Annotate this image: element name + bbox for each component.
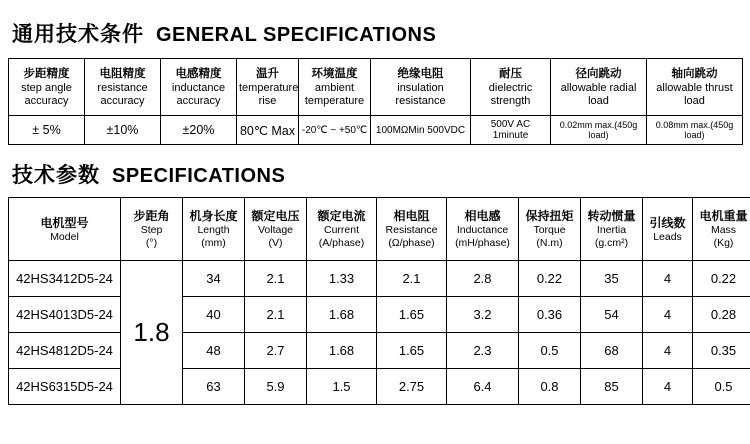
spec-cell-model: 42HS6315D5-24 — [9, 369, 121, 405]
general-header-row — [9, 59, 743, 116]
spec-header-unit: (Kg) — [713, 237, 734, 249]
general-value-cell: 100MΩMin 500VDC — [371, 116, 471, 145]
general-header-en: insulation resistance — [395, 81, 446, 107]
spec-cell-current: 1.5 — [307, 369, 377, 405]
spec-header-cn: 机身长度 — [189, 209, 238, 223]
general-header-cell — [647, 59, 743, 116]
spec-cell-torque: 0.8 — [519, 369, 581, 405]
spec-header-cell — [447, 198, 519, 261]
general-value-cell: -20℃ ~ +50℃ — [299, 116, 371, 145]
spec-cell-current: 1.68 — [307, 333, 377, 369]
general-value-cell: 0.08mm max.(450g load) — [647, 116, 743, 145]
specifications-table — [8, 197, 750, 405]
spec-cell-inertia: 54 — [581, 297, 643, 333]
spec-cell-mass: 0.5 — [693, 369, 750, 405]
general-header-cn: 步距精度 — [23, 67, 70, 80]
general-value-cell: 500V AC 1minute — [471, 116, 551, 145]
spec-header-cell — [9, 198, 121, 261]
spec-header-cell — [183, 198, 245, 261]
general-specifications-table — [8, 58, 743, 145]
general-header-cn: 径向跳动 — [575, 67, 622, 80]
spec-cell-torque: 0.22 — [519, 261, 581, 297]
spec-header-unit: (mm) — [201, 237, 226, 249]
spec-header-cn: 相电感 — [464, 209, 501, 223]
spec-cell-current: 1.68 — [307, 297, 377, 333]
spec-header-unit: (g.cm²) — [594, 237, 629, 249]
general-header-cell — [299, 59, 371, 116]
table-row — [9, 297, 750, 333]
general-title-en: GENERAL SPECIFICATIONS — [156, 24, 437, 46]
spec-header-cn: 保持扭矩 — [525, 209, 574, 223]
spec-cell-resistance: 1.65 — [377, 297, 447, 333]
spec-cell-mass: 0.28 — [693, 297, 750, 333]
spec-cell-length: 48 — [183, 333, 245, 369]
spec-header-en: Length — [197, 224, 230, 236]
spec-header-cell — [643, 198, 693, 261]
spec-header-en: Current — [323, 224, 359, 236]
spec-cell-model: 42HS4013D5-24 — [9, 297, 121, 333]
spec-cell-voltage: 2.1 — [245, 261, 307, 297]
general-value-cell: 80℃ Max — [237, 116, 299, 145]
general-header-cell — [85, 59, 161, 116]
spec-header-cell — [121, 198, 183, 261]
spec-header-cn: 电机重量 — [699, 209, 748, 223]
general-header-cell — [551, 59, 647, 116]
spec-header-cell — [245, 198, 307, 261]
general-header-en: dielectric strength — [488, 81, 533, 107]
spec-header-cell — [581, 198, 643, 261]
spec-cell-mass: 0.35 — [693, 333, 750, 369]
general-specifications-heading — [8, 0, 742, 58]
spec-cell-leads: 4 — [643, 369, 693, 405]
spec-header-en: Model — [50, 230, 79, 243]
general-value-cell: 0.02mm max.(450g load) — [551, 116, 647, 145]
general-header-en: ambient temperature — [304, 81, 365, 107]
general-header-cn: 耐压 — [499, 67, 522, 80]
general-header-cell — [371, 59, 471, 116]
spec-header-en: Inertia — [596, 224, 627, 236]
spec-cell-torque: 0.5 — [519, 333, 581, 369]
general-value-cell: ±10% — [85, 116, 161, 145]
spec-header-row — [9, 198, 750, 261]
spec-header-en: Step — [140, 224, 163, 236]
general-header-cn: 电阻精度 — [99, 67, 146, 80]
general-header-en: resistance accuracy — [97, 81, 148, 107]
general-header-cell — [471, 59, 551, 116]
spec-header-en: Resistance — [385, 224, 438, 236]
spec-cell-torque: 0.36 — [519, 297, 581, 333]
spec-header-en: Torque — [533, 224, 566, 236]
spec-title-cn: 技术参数 — [12, 164, 100, 187]
general-value-cell: ±20% — [161, 116, 237, 145]
spec-cell-resistance: 1.65 — [377, 333, 447, 369]
spec-header-cn: 额定电压 — [251, 209, 300, 223]
spec-header-cn: 额定电流 — [317, 209, 366, 223]
general-value-cell: ± 5% — [9, 116, 85, 145]
spec-title-en: SPECIFICATIONS — [112, 165, 286, 187]
spec-header-en: Mass — [710, 224, 737, 236]
general-header-cn: 环境温度 — [311, 67, 358, 80]
spec-cell-inductance: 6.4 — [447, 369, 519, 405]
spec-cell-model: 42HS3412D5-24 — [9, 261, 121, 297]
spec-cell-leads: 4 — [643, 333, 693, 369]
general-header-en: inductance accuracy — [171, 81, 226, 107]
table-row — [9, 333, 750, 369]
spec-cell-leads: 4 — [643, 297, 693, 333]
spec-cell-length: 40 — [183, 297, 245, 333]
spec-header-en: Leads — [653, 230, 682, 243]
general-header-en: allowable radial load — [560, 81, 637, 107]
general-header-cn: 轴向跳动 — [671, 67, 718, 80]
general-title-cn: 通用技术条件 — [12, 23, 144, 46]
table-row — [9, 369, 750, 405]
table-row — [9, 261, 750, 297]
spec-header-cell — [693, 198, 750, 261]
spec-cell-inductance: 3.2 — [447, 297, 519, 333]
spec-header-unit: (V) — [268, 237, 283, 249]
spec-cell-inertia: 35 — [581, 261, 643, 297]
spec-cell-length: 34 — [183, 261, 245, 297]
spec-cell-inertia: 68 — [581, 333, 643, 369]
general-value-row — [9, 116, 743, 145]
spec-header-cn: 转动惯量 — [587, 209, 636, 223]
general-header-cn: 温升 — [256, 67, 279, 80]
spec-header-cn: 步距角 — [133, 209, 170, 223]
spec-cell-voltage: 2.7 — [245, 333, 307, 369]
spec-cell-inertia: 85 — [581, 369, 643, 405]
general-header-en: allowable thrust load — [656, 81, 733, 107]
spec-cell-inductance: 2.3 — [447, 333, 519, 369]
spec-header-unit: (mH/phase) — [455, 237, 510, 249]
general-header-en: step angle accuracy — [21, 81, 72, 107]
spec-cell-resistance: 2.75 — [377, 369, 447, 405]
spec-header-unit: (Ω/phase) — [388, 237, 435, 249]
general-header-cn: 电感精度 — [175, 67, 222, 80]
spec-cell-mass: 0.22 — [693, 261, 750, 297]
general-header-en: temperature rise — [239, 81, 299, 107]
spec-cell-voltage: 2.1 — [245, 297, 307, 333]
spec-header-cn: 电机型号 — [40, 215, 89, 230]
spec-cell-step-angle: 1.8 — [121, 261, 183, 405]
spec-header-unit: (°) — [145, 237, 158, 249]
general-header-cn: 绝缘电阻 — [397, 67, 444, 80]
spec-cell-length: 63 — [183, 369, 245, 405]
spec-cell-resistance: 2.1 — [377, 261, 447, 297]
spec-header-en: Inductance — [456, 224, 509, 236]
spec-header-unit: (N.m) — [536, 237, 563, 249]
spec-header-unit: (A/phase) — [318, 237, 365, 249]
general-header-cell — [9, 59, 85, 116]
spec-header-cell — [307, 198, 377, 261]
specifications-heading — [8, 145, 742, 197]
spec-cell-model: 42HS4812D5-24 — [9, 333, 121, 369]
spec-cell-voltage: 5.9 — [245, 369, 307, 405]
spec-header-cell — [377, 198, 447, 261]
spec-header-en: Voltage — [257, 224, 294, 236]
spec-cell-leads: 4 — [643, 261, 693, 297]
spec-header-cell — [519, 198, 581, 261]
spec-header-cn: 相电阻 — [393, 209, 430, 223]
spec-cell-inductance: 2.8 — [447, 261, 519, 297]
spec-cell-current: 1.33 — [307, 261, 377, 297]
general-header-cell — [237, 59, 299, 116]
general-header-cell — [161, 59, 237, 116]
spec-header-cn: 引线数 — [649, 215, 686, 230]
